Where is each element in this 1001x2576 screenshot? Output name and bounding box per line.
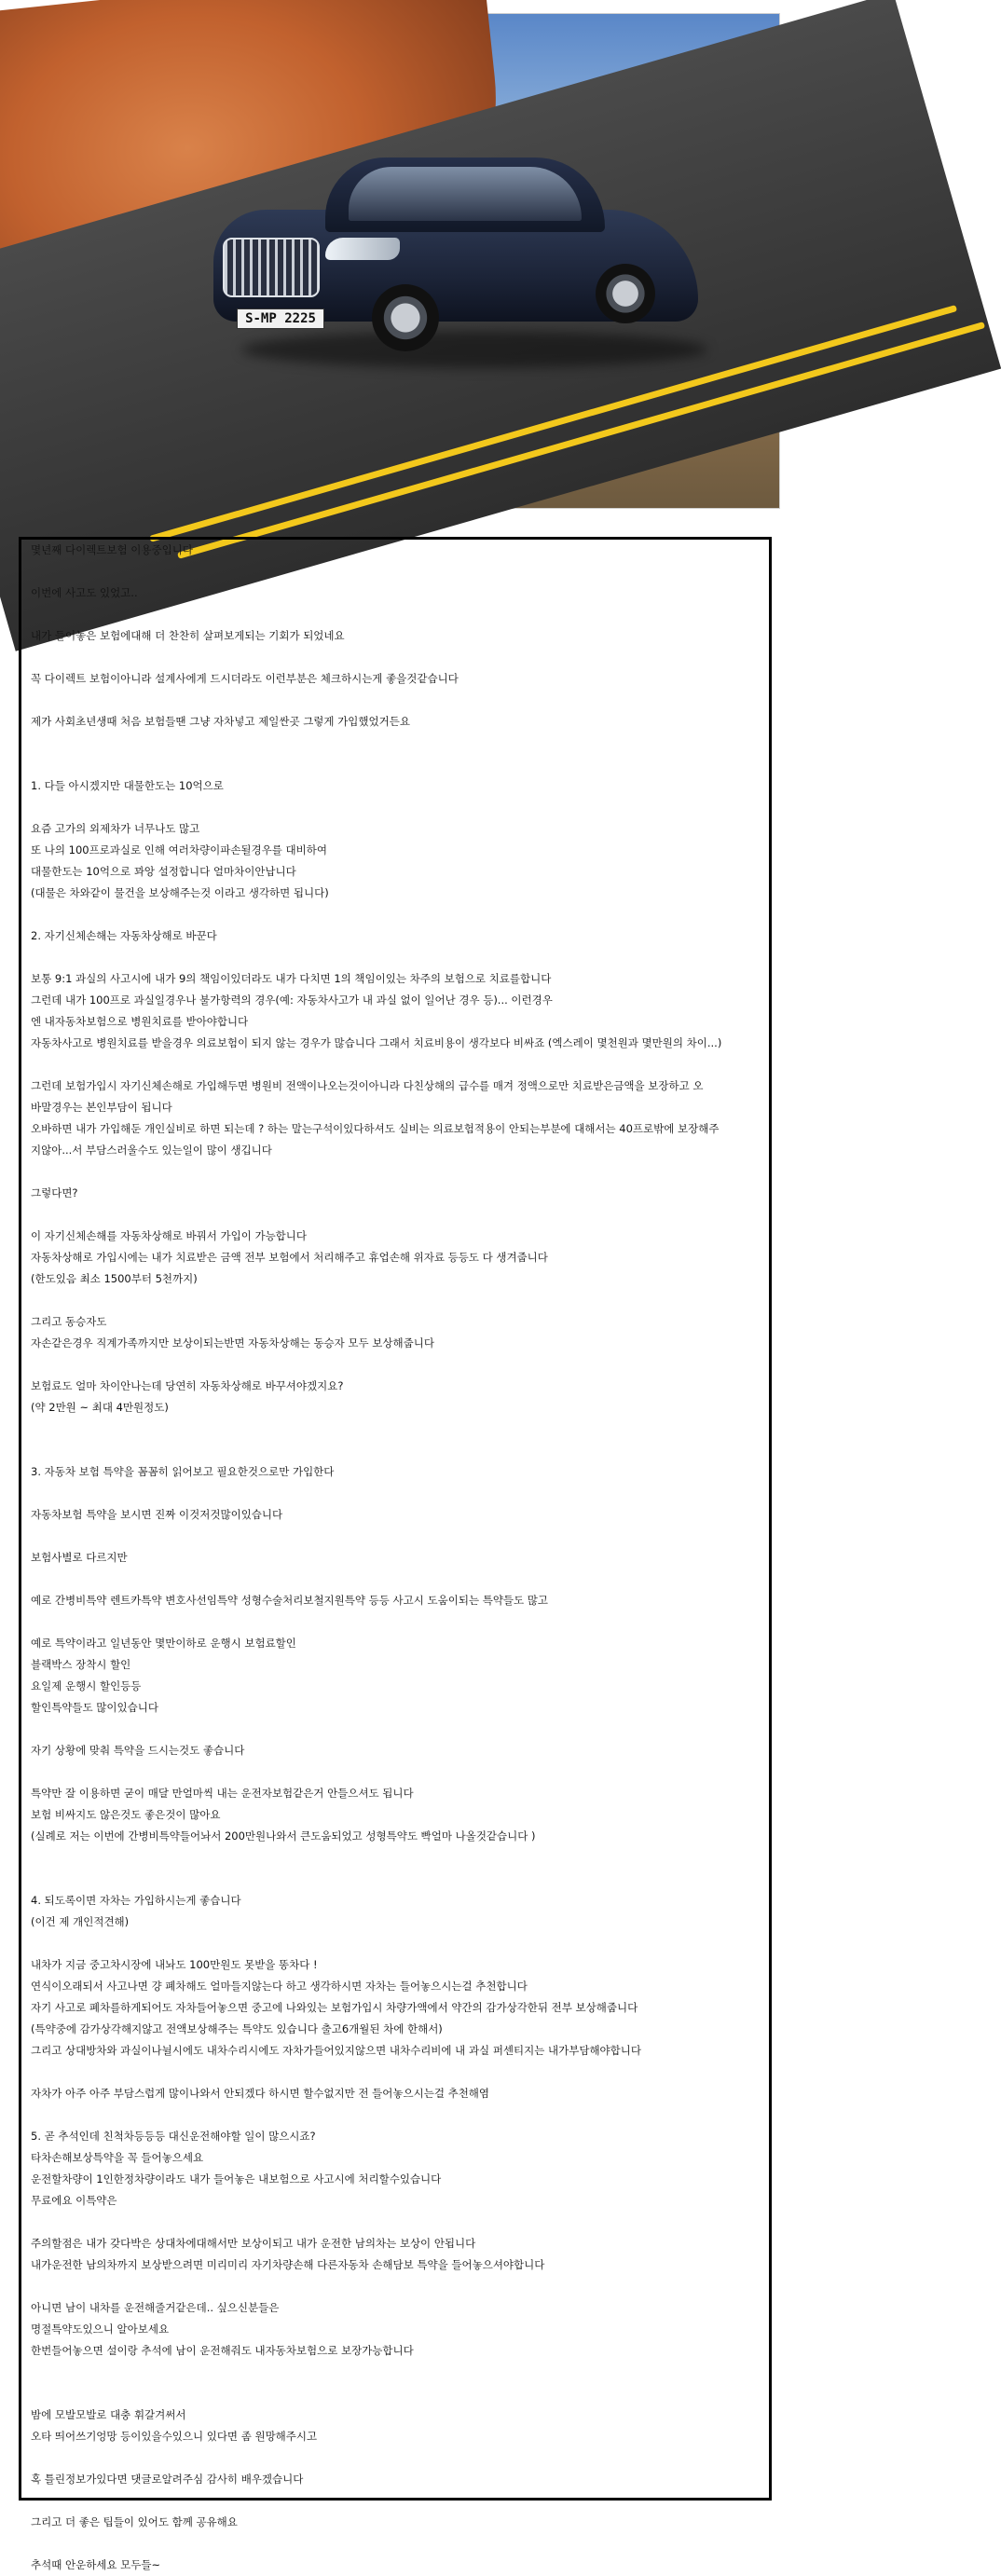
- article-body: [19, 537, 772, 2571]
- blank-line: [31, 1569, 769, 1590]
- license-plate: S-MP 2225: [237, 308, 324, 329]
- article-line: 오바하면 내가 가입해둔 개인실비로 하면 되는데 ? 하는 말는구석이있다하셔도 실비는 의료보험적용이 안되는부분에 대해서는 40프로밖에 보장해주: [31, 1122, 720, 1135]
- blank-line: [31, 604, 769, 625]
- article-line: 예로 특약이라고 일년동안 몇만이하로 운행시 보험료할인: [31, 1637, 296, 1650]
- article-line: 주의할점은 내가 갖다박은 상대차에대해서만 보상이되고 내가 운전한 남의차는 보상이 안됩니다: [31, 2237, 476, 2250]
- article-line: 자동차상해로 가입시에는 내가 치료받은 금액 전부 보험에서 처리해주고 휴업손해 위자료 등등도 다 생겨줍니다: [31, 1251, 548, 1264]
- blank-line: [31, 2447, 769, 2469]
- article-line: 연식이오래되서 사고나면 걍 폐차해도 얼마들지않는다 하고 생각하시면 자차는 들어놓으시는걸 추천합니다: [31, 1980, 528, 1993]
- article-line: (대물은 차와같이 물건을 보상해주는것 이라고 생각하면 됩니다): [31, 886, 329, 899]
- blank-line: [31, 947, 769, 968]
- blank-line: [31, 1933, 769, 1954]
- article-line: 엔 내자동차보험으로 병원치료를 받아야합니다: [31, 1015, 249, 1028]
- article-line: 추석때 안운하세요 모두들~: [31, 2558, 161, 2571]
- article-line: 보통 9:1 과실의 사고시에 내가 9의 책임이있더라도 내가 다치면 1의 책임이있는 차주의 보험으로 치료를합니다: [31, 972, 552, 985]
- blank-line: [31, 1290, 769, 1311]
- car-grille: [223, 238, 320, 297]
- blank-line: [31, 1761, 769, 1783]
- blank-line: [31, 2104, 769, 2126]
- article-line: 또 나의 100프로과실로 인해 여러차량이파손될경우를 대비하여: [31, 843, 327, 856]
- article-line: 그리고 동승자도: [31, 1315, 107, 1328]
- article-line: 자동차사고로 병원치료를 받을경우 의료보험이 되지 않는 경우가 많습니다 그래서 치료비용이 생각보다 비싸죠 (엑스레이 몇천원과 몇만원의 차이...): [31, 1036, 722, 1049]
- blank-line: [31, 2383, 769, 2405]
- article-line: 블랙박스 장착시 할인: [31, 1658, 131, 1671]
- article-line: 1. 다들 아시겠지만 대물한도는 10억으로: [31, 779, 224, 792]
- blank-line: [31, 1204, 769, 1226]
- blank-line: [31, 1719, 769, 1740]
- article-line: 이번에 사고도 있었고..: [31, 586, 138, 599]
- blank-line: [31, 1354, 769, 1376]
- blank-line: [31, 1869, 769, 1890]
- article-line: 보험사별로 다르지만: [31, 1551, 128, 1564]
- article-line: 할인특약들도 많이있습니다: [31, 1701, 158, 1714]
- blank-line: [31, 904, 769, 925]
- article-line: 몇년째 다이렉트보험 이용중입니다: [31, 543, 193, 556]
- article-line: (특약중에 감가상각해지않고 전액보상해주는 특약도 있습니다 출고6개월된 차에 한해서): [31, 2022, 443, 2035]
- article-line: 대물한도는 10억으로 꽈앙 설정합니다 얼마차이안납니다: [31, 865, 296, 878]
- article-line: 타차손해보상특약을 꼭 들어놓으세요: [31, 2151, 204, 2164]
- blank-line: [31, 2212, 769, 2233]
- blank-line: [31, 754, 769, 775]
- article-line: 보험료도 얼마 차이안나는데 당연히 자동차상해로 바꾸셔야겠지요?: [31, 1379, 344, 1392]
- article-line: 한번들어놓으면 설이랑 추석에 남이 운전해줘도 내자동차보험으로 보장가능합니다: [31, 2344, 414, 2357]
- car-windshield: [349, 167, 582, 221]
- article-line: 그렇다면?: [31, 1186, 78, 1199]
- blank-line: [31, 1526, 769, 1547]
- article-line: 자손같은경우 직계가족까지만 보상이되는반면 자동차상해는 동승자 모두 보상해줍니다: [31, 1336, 434, 1350]
- blank-line: [31, 2062, 769, 2083]
- article-line: 그런데 보험가입시 자기신체손해로 가입해두면 병원비 전액이나오는것이아니라 다친상해의 급수를 매겨 정액으로만 치료받은금액을 보장하고 오: [31, 1079, 704, 1092]
- article-line: 2. 자기신체손해는 자동차상해로 바꾼다: [31, 929, 217, 942]
- blank-line: [31, 2490, 769, 2512]
- article-line: 자차가 아주 아주 부담스럽게 많이나와서 안되겠다 하시면 할수없지만 전 들어놓으시는걸 추천해염: [31, 2087, 490, 2100]
- blank-line: [31, 1611, 769, 1633]
- blank-line: [31, 2533, 769, 2555]
- article-line: 지않아...서 부담스러울수도 있는일이 많이 생깁니다: [31, 1144, 272, 1157]
- article-line: 예로 간병비특약 렌트카특약 변호사선임특약 성형수술처리보철지원특약 등등 사고시 도움이되는 특약들도 많고: [31, 1594, 549, 1607]
- article-line: 자동차보험 특약을 보시면 진짜 이것저것많이있습니다: [31, 1508, 283, 1521]
- article-line: 요일제 운행시 할인등등: [31, 1679, 142, 1692]
- article-line: 그리고 더 좋은 팁들이 있어도 함께 공유해요: [31, 2515, 238, 2528]
- rear-wheel: [596, 264, 655, 323]
- article-line: 밤에 모발모발로 대충 휘갈겨써서: [31, 2408, 186, 2421]
- article-line: 바말경우는 본인부담이 됩니다: [31, 1101, 172, 1114]
- article-line: 내차가 지금 중고차시장에 내놔도 100만원도 못받을 똥차다 !: [31, 1958, 318, 1971]
- article-line: 이 자기신체손해를 자동차상해로 바꿔서 가입이 가능합니다: [31, 1229, 307, 1242]
- article-line: 내가 들어놓은 보험에대해 더 찬찬히 살펴보게되는 기회가 되었네요: [31, 629, 345, 642]
- article-line: 혹 틀린정보가있다면 댓글로알려주심 감사히 배우겠습니다: [31, 2473, 304, 2486]
- article-line: 특약만 잘 이용하면 굳이 매달 만얼마씩 내는 운전자보험같은거 안들으셔도 됩니다: [31, 1787, 414, 1800]
- article-line: 그런데 내가 100프로 과실일경우나 불가항력의 경우(예: 자동차사고가 내 과실 없이 일어난 경우 등)... 이런경우: [31, 993, 553, 1007]
- blank-line: [31, 2276, 769, 2297]
- car-headlight: [325, 238, 400, 260]
- article-line: 보험 비싸지도 않은것도 좋은것이 많아요: [31, 1808, 221, 1821]
- blank-line: [31, 797, 769, 818]
- article-line: 무료에요 이특약은: [31, 2194, 117, 2207]
- article-line: 자기 사고로 폐차를하게되어도 자차들어놓으면 중고에 나와있는 보험가입시 차량가액에서 약간의 감가상각한뒤 전부 보상해줍니다: [31, 2001, 638, 2014]
- article-line: 5. 곧 추석인데 친척차등등등 대신운전해야할 일이 많으시죠?: [31, 2130, 316, 2143]
- blank-line: [31, 1054, 769, 1076]
- blank-line: [31, 1418, 769, 1440]
- article-line: 아니면 남이 내차를 운전해줄거같은데.. 싶으신분들은: [31, 2301, 280, 2314]
- article-line: 4. 되도록이면 자차는 가입하시는게 좋습니다: [31, 1894, 241, 1907]
- article-line: 3. 자동차 보험 특약을 꼼꼼히 읽어보고 필요한것으로만 가입한다: [31, 1465, 335, 1478]
- blank-line: [31, 733, 769, 754]
- article-line: 오타 띄어쓰기엉망 등이있을수있으니 있다면 좀 원망해주시고: [31, 2430, 318, 2443]
- blank-line: [31, 647, 769, 668]
- article-line: (이건 제 개인적견해): [31, 1915, 130, 1928]
- car-illustration: [185, 144, 707, 359]
- blank-line: [31, 690, 769, 711]
- article-line: 제가 사회초년생때 처음 보험들땐 그냥 자차넣고 제일싼곳 그렇게 가입했었거든요: [31, 715, 410, 728]
- article-line: 꼭 다이렉트 보험이아니라 설계사에게 드시더라도 이런부분은 체크하시는게 좋을것같습니다: [31, 672, 459, 685]
- article-line: 자기 상황에 맞춰 특약을 드시는것도 좋습니다: [31, 1744, 245, 1757]
- article-line: 요즘 고가의 외제차가 너무나도 많고: [31, 822, 200, 835]
- article-line: (약 2만원 ~ 최대 4만원정도): [31, 1401, 169, 1414]
- article-line: (실례로 저는 이번에 간병비특약들어놔서 200만원나와서 큰도움되었고 성형특약도 빡얼마 나올것같습니다 ): [31, 1829, 536, 1843]
- hero-photo: [19, 13, 780, 509]
- front-wheel: [372, 284, 439, 351]
- blank-line: [31, 1847, 769, 1869]
- blank-line: [31, 2362, 769, 2383]
- article-line: 그리고 상대방차와 과실이나뉠시에도 내차수리시에도 자차가들어있지않으면 내차수리비에 내 과실 퍼센티지는 내가부담해야합니다: [31, 2044, 641, 2057]
- car-shadow: [241, 331, 707, 368]
- blank-line: [31, 1161, 769, 1183]
- article-line: 명절특약도있으니 알아보세요: [31, 2323, 170, 2336]
- blank-line: [31, 1483, 769, 1504]
- article-line: 내가운전한 남의차까지 보상받으려면 미리미리 자기차량손해 다른자동차 손해담보 특약을 들어놓으셔야합니다: [31, 2258, 545, 2271]
- blank-line: [31, 1440, 769, 1461]
- blank-line: [31, 561, 769, 582]
- article-line: 운전할차량이 1인한정차량이라도 내가 들어놓은 내보험으로 사고시에 처리할수있습니다: [31, 2172, 442, 2185]
- article-line: (한도있음 최소 1500부터 5천까지): [31, 1272, 198, 1285]
